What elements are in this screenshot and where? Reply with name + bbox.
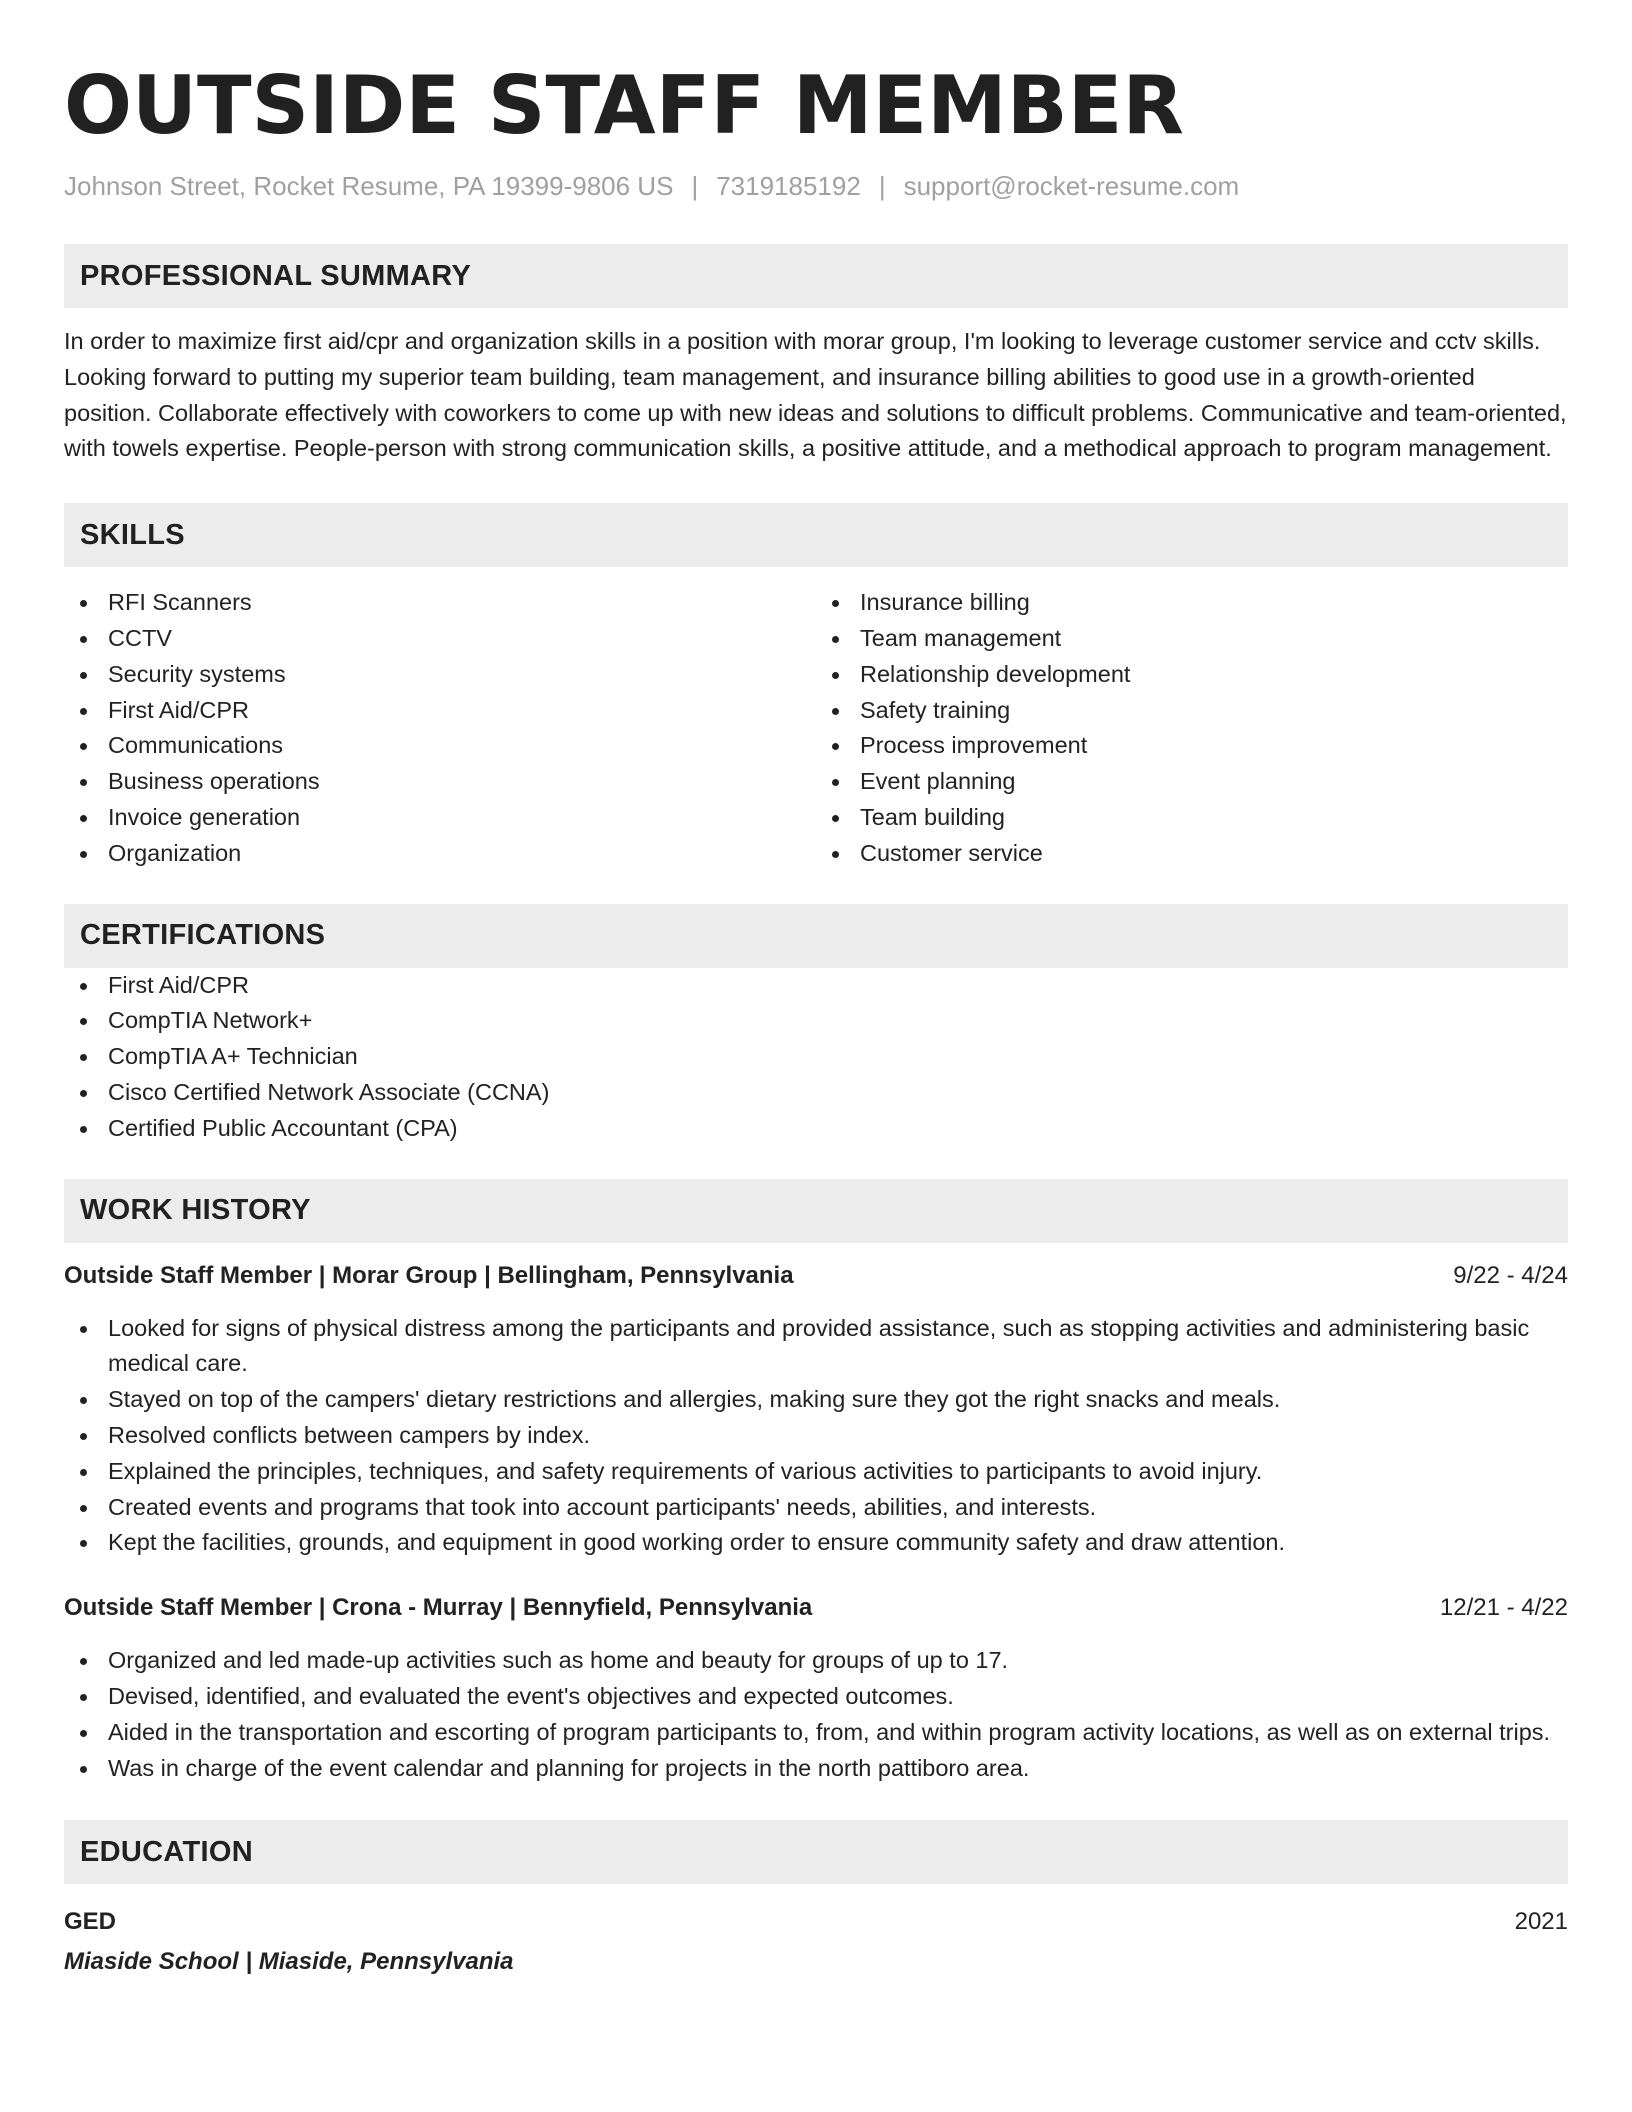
skill-item: RFI Scanners	[64, 585, 816, 621]
job-duty-item: Stayed on top of the campers' dietary restrictions and allergies, making sure they got the right snacks and meals.	[64, 1382, 1568, 1418]
section-heading-work-history: WORK HISTORY	[64, 1179, 1568, 1243]
address: Johnson Street, Rocket Resume, PA 19399-9806 US	[64, 171, 674, 201]
education-year: 2021	[1514, 1908, 1568, 1936]
certification-item: Cisco Certified Network Associate (CCNA)	[64, 1075, 1568, 1111]
skill-item: Team management	[816, 621, 1568, 657]
skill-item: Relationship development	[816, 657, 1568, 693]
skill-item: Security systems	[64, 657, 816, 693]
job-title: Outside Staff Member | Crona - Murray | Bennyfield, Pennsylvania	[64, 1594, 813, 1622]
contact-separator: |	[691, 171, 699, 201]
education-header	[64, 1902, 1568, 1942]
job-duties	[64, 1311, 1568, 1562]
job-duty-item: Looked for signs of physical distress among the participants and provided assistance, such as stopping activities and administering basic medical care.	[64, 1311, 1568, 1383]
job-duty-item: Resolved conflicts between campers by index.	[64, 1418, 1568, 1454]
skills-column-right	[816, 585, 1568, 871]
skill-item: Team building	[816, 800, 1568, 836]
skill-item: First Aid/CPR	[64, 693, 816, 729]
job-entry	[64, 1259, 1568, 1562]
section-heading-summary: PROFESSIONAL SUMMARY	[64, 244, 1568, 308]
job-header	[64, 1591, 1568, 1625]
job-dates: 12/21 - 4/22	[1439, 1594, 1568, 1622]
job-duty-item: Was in charge of the event calendar and planning for projects in the north pattiboro area.	[64, 1751, 1568, 1787]
certifications-list	[64, 968, 1568, 1147]
contact-line	[64, 168, 1568, 204]
skill-item: Process improvement	[816, 728, 1568, 764]
phone: 7319185192	[716, 171, 861, 201]
job-duty-item: Aided in the transportation and escorting of program participants to, from, and within program activity locations, as well as on external trips.	[64, 1715, 1568, 1751]
certification-item: First Aid/CPR	[64, 968, 1568, 1004]
certification-item: CompTIA Network+	[64, 1003, 1568, 1039]
skill-item: Invoice generation	[64, 800, 816, 836]
education-entry	[64, 1902, 1568, 1982]
email: support@rocket-resume.com	[903, 171, 1240, 201]
skill-item: Organization	[64, 836, 816, 872]
job-duty-item: Devised, identified, and evaluated the event's objectives and expected outcomes.	[64, 1679, 1568, 1715]
skill-item: Communications	[64, 728, 816, 764]
skill-item: Event planning	[816, 764, 1568, 800]
candidate-name: OUTSIDE STAFF MEMBER	[64, 59, 1184, 152]
section-heading-education: EDUCATION	[64, 1820, 1568, 1884]
skill-item: CCTV	[64, 621, 816, 657]
job-duty-item: Explained the principles, techniques, and safety requirements of various activities to participants to avoid injury.	[64, 1454, 1568, 1490]
job-dates: 9/22 - 4/24	[1453, 1261, 1568, 1289]
section-heading-skills: SKILLS	[64, 503, 1568, 567]
summary-text: In order to maximize first aid/cpr and organization skills in a position with morar group, I'm looking to leverage customer service and cctv skills. Looking forward to putting my superior team building, team management, and insurance billing abilities to good use in a growth-oriented position. Collaborate effectively with coworkers to come up with new ideas and solutions to difficult problems. Communicative and team-oriented, with towels expertise. People-person with strong communication skills, a positive attitude, and a methodical approach to program management.	[64, 328, 1567, 462]
job-duties	[64, 1643, 1568, 1786]
contact-separator: |	[878, 171, 886, 201]
job-entry	[64, 1591, 1568, 1786]
job-duty-item: Created events and programs that took into account participants' needs, abilities, and interests.	[64, 1490, 1568, 1526]
section-heading-certifications: CERTIFICATIONS	[64, 904, 1568, 968]
skill-item: Insurance billing	[816, 585, 1568, 621]
certification-item: Certified Public Accountant (CPA)	[64, 1111, 1568, 1147]
job-header	[64, 1259, 1568, 1293]
skills-column-left	[64, 585, 816, 871]
skill-item: Business operations	[64, 764, 816, 800]
job-title: Outside Staff Member | Morar Group | Bellingham, Pennsylvania	[64, 1261, 794, 1289]
job-duty-item: Kept the facilities, grounds, and equipment in good working order to ensure community safety and draw attention.	[64, 1525, 1568, 1561]
skills-list	[64, 585, 1568, 871]
education-school: Miaside School | Miaside, Pennsylvania	[64, 1948, 514, 1976]
job-duty-item: Organized and led made-up activities such as home and beauty for groups of up to 17.	[64, 1643, 1568, 1679]
skill-item: Safety training	[816, 693, 1568, 729]
skill-item: Customer service	[816, 836, 1568, 872]
certification-item: CompTIA A+ Technician	[64, 1039, 1568, 1075]
education-degree: GED	[64, 1908, 117, 1936]
